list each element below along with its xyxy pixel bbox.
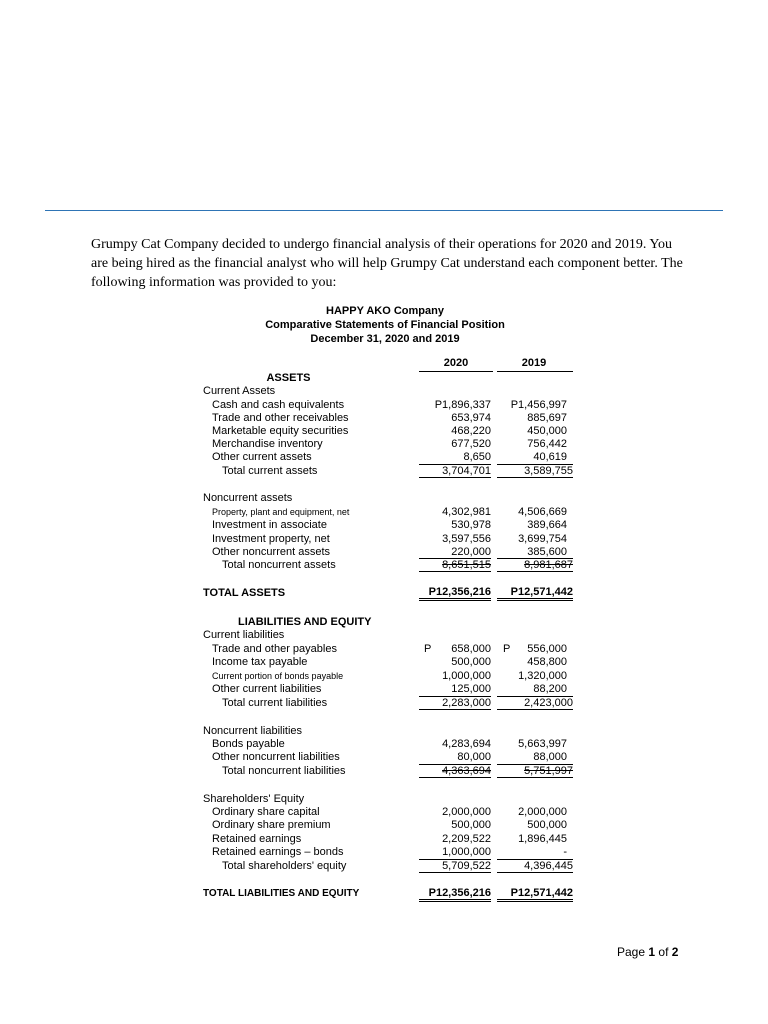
value-2019: 4,396,445 (497, 859, 573, 873)
section-row (0, 615, 768, 629)
row-label: Other noncurrent liabilities (212, 751, 340, 763)
value-2020: P1,896,337 (434, 399, 491, 411)
row-label: Property, plant and equipment, net (212, 507, 350, 517)
row-label: Total noncurrent assets (222, 559, 336, 571)
statement-date: December 31, 2020 and 2019 (310, 333, 460, 345)
row-label: TOTAL LIABILITIES AND EQUITY (203, 888, 360, 899)
value-2019: P1,456,997 (510, 399, 567, 411)
company-name: HAPPY AKO Company (326, 305, 444, 317)
row-label: Investment property, net (212, 533, 330, 545)
currency-symbol: P (424, 643, 432, 655)
row-label: Retained earnings – bonds (212, 846, 344, 858)
row-label: Cash and cash equivalents (212, 399, 345, 411)
value-2020: 468,220 (451, 425, 491, 437)
row-label: Income tax payable (212, 656, 308, 668)
row-label: Bonds payable (212, 738, 285, 750)
total-row (0, 464, 768, 478)
value-2020: P12,356,216 (419, 887, 491, 902)
value-2020: 5,709,522 (419, 859, 491, 873)
table-row (0, 505, 768, 519)
table-row (0, 437, 768, 451)
value-2020: 125,000 (451, 683, 491, 695)
total-row (0, 764, 768, 778)
group-row (0, 491, 768, 505)
row-label: Total current assets (222, 465, 318, 477)
table-row (0, 737, 768, 751)
row-label: Investment in associate (212, 519, 327, 531)
value-2019: 5,751,997 (497, 764, 573, 778)
value-2019: 8,981,687 (497, 558, 573, 572)
value-2020: 658,000 (451, 643, 491, 655)
currency-symbol: P (503, 643, 511, 655)
grand-total-row (0, 586, 768, 600)
row-label: Retained earnings (212, 833, 302, 845)
row-label: Total noncurrent liabilities (222, 765, 346, 777)
liabilities-title: LIABILITIES AND EQUITY (238, 616, 372, 628)
table-row (0, 411, 768, 425)
value-2019: 1,320,000 (518, 670, 567, 682)
value-2020: P12,356,216 (419, 586, 491, 601)
value-2020: 2,000,000 (442, 806, 491, 818)
value-2020: 8,651,515 (419, 558, 491, 572)
page-prefix: Page (617, 945, 646, 959)
row-label: Marketable equity securities (212, 425, 349, 437)
table-row (0, 642, 768, 656)
row-label: Trade and other receivables (212, 412, 349, 424)
table-row (0, 818, 768, 832)
value-2019: 4,506,669 (518, 506, 567, 518)
intro-paragraph: Grumpy Cat Company decided to undergo financial analysis of their operations for 2020 and 2019. You are being hired as the financial analyst who will help Grumpy Cat understand each component better. The following information was provided to you: (91, 237, 683, 290)
value-2020: 500,000 (451, 819, 491, 831)
section-row (0, 371, 768, 385)
current-page: 1 (648, 945, 656, 959)
value-2020: 2,209,522 (442, 833, 491, 845)
value-2019: 385,600 (527, 546, 567, 558)
header-rule (45, 210, 723, 211)
table-row (0, 805, 768, 819)
table-row (0, 655, 768, 669)
column-header-2020: 2020 (443, 357, 469, 369)
value-2019: 756,442 (527, 438, 567, 450)
row-label: Total current liabilities (222, 697, 328, 709)
table-row (0, 750, 768, 764)
value-2020: 3,704,701 (419, 464, 491, 478)
value-2019: 556,000 (527, 643, 567, 655)
value-2020: 1,000,000 (442, 670, 491, 682)
value-2019: 88,200 (533, 683, 567, 695)
table-row (0, 545, 768, 559)
statement-title: Comparative Statements of Financial Position (265, 319, 505, 331)
value-2020: 220,000 (451, 546, 491, 558)
value-2020: 500,000 (451, 656, 491, 668)
value-2020: 530,978 (451, 519, 491, 531)
table-row (0, 832, 768, 846)
value-2019: 458,800 (527, 656, 567, 668)
group-row (0, 724, 768, 738)
group-row (0, 792, 768, 806)
total-row (0, 558, 768, 572)
value-2019: P12,571,442 (497, 887, 573, 902)
row-label: Current portion of bonds payable (212, 671, 344, 681)
table-row (0, 450, 768, 464)
value-2019: 88,000 (533, 751, 567, 763)
current-liabilities-label: Current liabilities (203, 629, 285, 641)
value-2019: 500,000 (527, 819, 567, 831)
row-label: Other current assets (212, 451, 312, 463)
page-number (617, 945, 678, 959)
value-2019: 5,663,997 (518, 738, 567, 750)
value-2019: 2,423,000 (497, 696, 573, 710)
assets-title: ASSETS (266, 372, 311, 384)
group-row (0, 384, 768, 398)
value-2019: 389,664 (527, 519, 567, 531)
row-label: Trade and other payables (212, 643, 337, 655)
row-label: TOTAL ASSETS (203, 587, 286, 599)
value-2020: 80,000 (457, 751, 491, 763)
noncurrent-liabilities-label: Noncurrent liabilities (203, 725, 303, 737)
table-row (0, 669, 768, 683)
row-label: Other noncurrent assets (212, 546, 331, 558)
total-pages: 2 (671, 945, 679, 959)
value-2020: 1,000,000 (442, 846, 491, 858)
grand-total-row (0, 887, 768, 901)
total-row (0, 859, 768, 873)
value-2019: 885,697 (527, 412, 567, 424)
table-row (0, 518, 768, 532)
value-2020: 4,363,694 (419, 764, 491, 778)
group-row (0, 628, 768, 642)
value-2020: 653,974 (451, 412, 491, 424)
value-2019: 2,000,000 (518, 806, 567, 818)
value-2019: P12,571,442 (497, 586, 573, 601)
value-2020: 2,283,000 (419, 696, 491, 710)
value-2020: 4,283,694 (442, 738, 491, 750)
row-label: Other current liabilities (212, 683, 322, 695)
value-2020: 4,302,981 (442, 506, 491, 518)
value-2019: 40,619 (533, 451, 567, 463)
table-row (0, 424, 768, 438)
current-assets-label: Current Assets (203, 385, 276, 397)
noncurrent-assets-label: Noncurrent assets (203, 492, 293, 504)
value-2019: 3,589,755 (497, 464, 573, 478)
table-row (0, 398, 768, 412)
total-row (0, 696, 768, 710)
value-2019: - (563, 846, 567, 858)
row-label: Total shareholders' equity (222, 860, 347, 872)
table-row (0, 532, 768, 546)
value-2019: 450,000 (527, 425, 567, 437)
value-2020: 8,650 (463, 451, 491, 463)
table-row (0, 845, 768, 859)
value-2019: 3,699,754 (518, 533, 567, 545)
value-2020: 677,520 (451, 438, 491, 450)
page-of: of (658, 945, 669, 959)
value-2019: 1,896,445 (518, 833, 567, 845)
equity-label: Shareholders' Equity (203, 793, 305, 805)
table-row (0, 682, 768, 696)
row-label: Ordinary share capital (212, 806, 320, 818)
row-label: Ordinary share premium (212, 819, 331, 831)
column-header-2019: 2019 (521, 357, 547, 369)
value-2020: 3,597,556 (442, 533, 491, 545)
row-label: Merchandise inventory (212, 438, 323, 450)
